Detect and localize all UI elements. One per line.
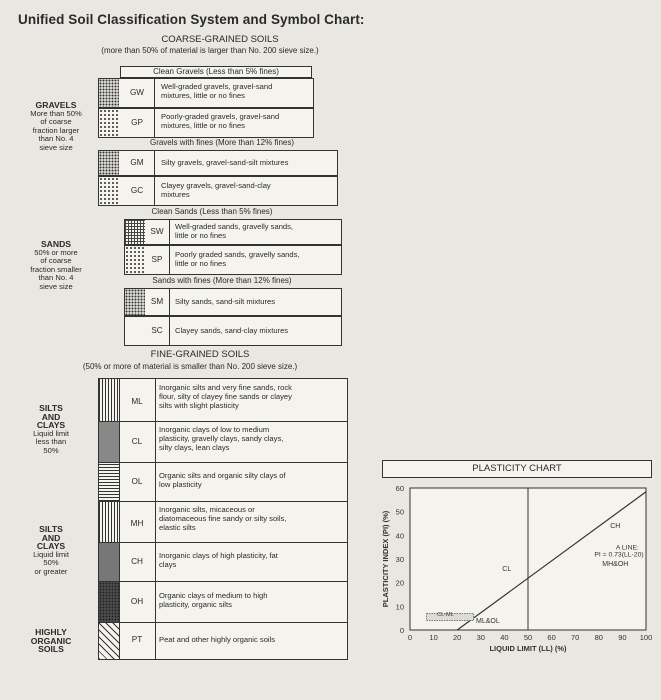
gp-symbol: GP [131,118,143,127]
row-gw [98,78,314,108]
fine-header: FINE-GRAINED SOILS [150,349,250,360]
row-gp [98,108,314,138]
sw-pattern [125,220,145,244]
gc-desc: Clayey gravels, gravel-sand-clay mixtures [161,181,271,199]
y-tick-label: 0 [399,626,404,635]
gravels-label: GRAVELS More than 50% of coarse fraction larger than No. 4 sieve size [30,100,82,152]
oh-desc: Organic clays of medium to high plasticity, organic silts [159,591,268,609]
gm-desc: Silty gravels, gravel-sand-silt mixtures [161,158,289,167]
cl-desc: Inorganic clays of low to medium plasticity, gravelly clays, sandy clays, silty clays, lean clays [159,425,284,452]
sp-symbol: SP [151,255,163,264]
zone-label: CH [610,523,621,531]
zone-label: ML&OL [476,617,500,625]
plasticity-chart [376,480,658,658]
gm-pattern [99,151,119,175]
row-gc [98,176,338,206]
a-line-annotation: A LINE: [615,544,639,552]
sands-fines-bar: Sands with fines (More than 12% fines) [152,276,292,285]
sw-symbol: SW [150,227,164,236]
gc-symbol: GC [130,186,144,195]
x-tick-label: 100 [639,633,653,642]
pt-symbol: PT [131,635,143,644]
a-line-equation: PI = 0.73(LL-20) [594,551,644,559]
cl-pattern [99,422,119,462]
x-tick-label: 90 [618,633,627,642]
fine-high-label: SILTS AND CLAYS Liquid limit 50% or greater [33,524,69,576]
mh-desc: Inorganic silts, micaceous or diatomaceous fine sandy or silty soils, elastic silts [159,505,287,532]
x-tick-label: 70 [571,633,580,642]
gw-desc: Well-graded gravels, gravel-sand mixtures, little or no fines [161,82,273,100]
cl-symbol: CL [131,437,143,446]
gw-symbol: GW [129,88,145,97]
row-sc [124,316,342,346]
coarse-subheader: (more than 50% of material is larger than No. 200 sieve size.) [101,46,319,55]
y-tick-label: 60 [395,484,404,493]
x-axis-label: LIQUID LIMIT (LL) (%) [489,644,567,653]
oh-pattern [99,582,119,622]
sm-pattern [125,289,145,315]
fine-low-label: SILTS AND CLAYS Liquid limit less than 50% [33,403,69,455]
pt-pattern [99,623,119,659]
organic-label: HIGHLY ORGANIC SOILS [30,627,72,655]
sc-desc: Clayey sands, sand-clay mixtures [175,326,289,335]
ol-pattern [99,463,119,501]
gw-pattern [99,79,119,107]
y-tick-label: 20 [395,578,404,588]
ol-symbol: OL [131,477,143,486]
ml-desc: Inorganic silts and very fine sands, rock flour, silty of clayey fine sands or clayey silts with slight plasticity [159,383,292,410]
y-axis-label: PLASTICITY INDEX (PI) (%) [381,510,390,608]
row-sp [124,245,342,275]
sw-desc: Well-graded sands, gravelly sands, little or no fines [175,222,294,240]
x-tick-label: 10 [429,633,438,642]
clean-sands-bar: Clean Sands (Less than 5% fines) [151,207,273,216]
fine-subheader: (50% or more of material is smaller than No. 200 sieve size.) [82,362,298,371]
sands-label: SANDS 50% or more of coarse fraction smaller than No. 4 sieve size [30,239,82,291]
sc-symbol: SC [151,326,163,335]
x-tick-label: 30 [476,633,485,642]
ch-pattern [99,543,119,581]
gc-pattern [99,177,119,205]
chart-title: PLASTICITY CHART [382,460,652,478]
zone-label: CL-ML [437,611,454,618]
clean-gravels-bar: Clean Gravels (Less than 5% fines) [120,66,312,78]
sm-desc: Silty sands, sand-silt mixtures [175,297,276,306]
mh-symbol: MH [130,519,144,528]
zone-label: CL [502,565,512,573]
fine-table [98,378,348,660]
oh-symbol: OH [130,597,144,606]
x-tick-label: 0 [407,633,413,642]
page-title: Unified Soil Classification System and Symbol Chart: [18,12,365,27]
gm-symbol: GM [130,158,144,167]
x-tick-label: 60 [547,633,556,642]
y-tick-label: 50 [395,507,404,517]
row-sm [124,288,342,316]
row-sw [124,219,342,245]
row-gm [98,150,338,176]
x-tick-label: 40 [500,633,509,642]
zone-label: MH&OH [602,561,629,569]
ch-desc: Inorganic clays of high plasticity, fat clays [159,551,278,569]
sc-pattern [125,317,145,345]
y-tick-label: 40 [395,531,404,541]
x-tick-label: 50 [523,633,533,642]
y-tick-label: 30 [395,555,404,564]
pt-desc: Peat and other highly organic soils [159,635,276,644]
x-tick-label: 80 [594,633,603,642]
sp-desc: Poorly graded sands, gravelly sands, little or no fines [175,250,300,268]
sp-pattern [125,246,145,274]
ml-symbol: ML [131,397,143,406]
ch-symbol: CH [131,557,143,566]
gp-desc: Poorly-graded gravels, gravel-sand mixtures, little or no fines [161,112,280,130]
ml-pattern [99,379,119,421]
y-tick-label: 10 [395,602,404,612]
x-tick-label: 20 [453,633,462,642]
gp-pattern [99,109,119,137]
sm-symbol: SM [150,297,164,306]
mh-pattern [99,502,119,542]
coarse-header: COARSE-GRAINED SOILS [161,34,279,45]
ol-desc: Organic silts and organic silty clays of low plasticity [159,471,286,489]
gravels-fines-bar: Gravels with fines (More than 12% fines) [149,138,295,147]
